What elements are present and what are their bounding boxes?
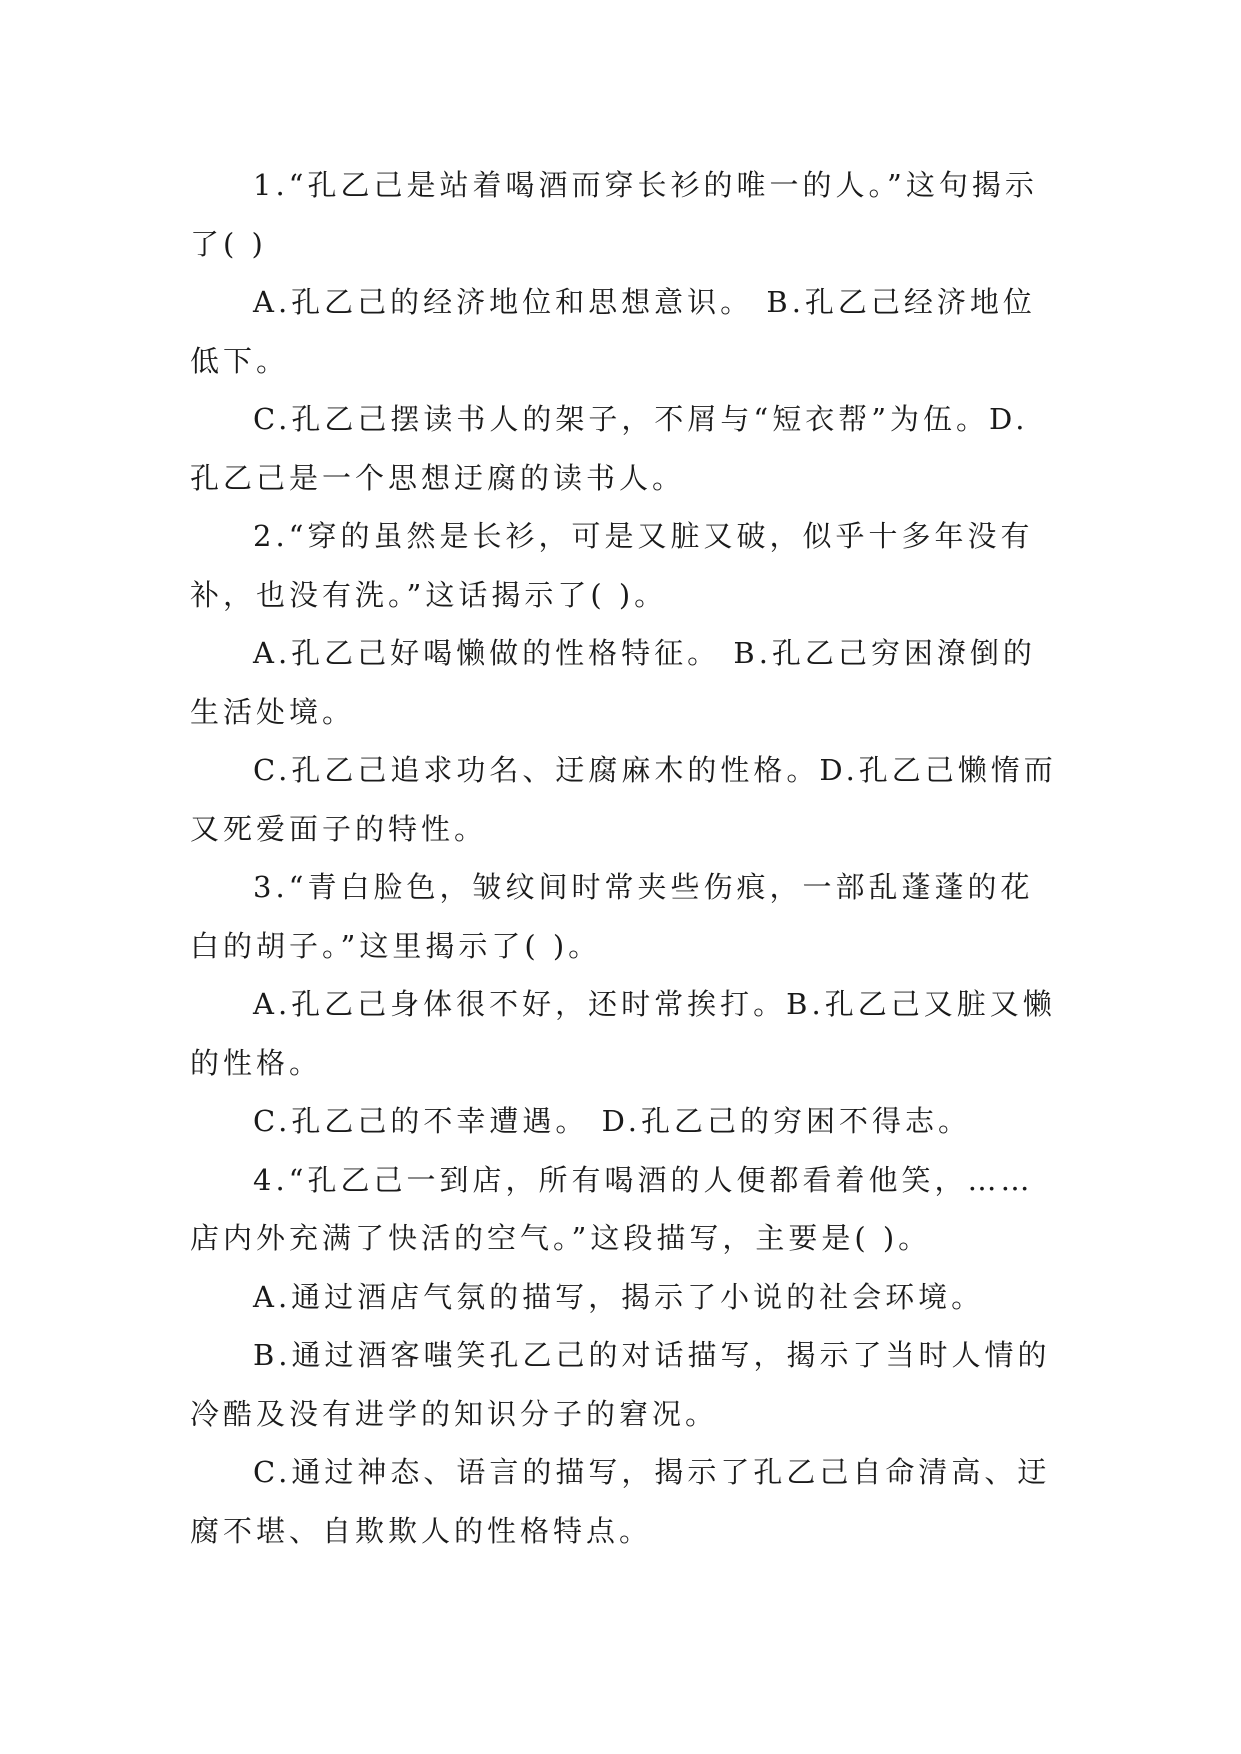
- question-1-options-cd: C.孔乙己摆读书人的架子，不屑与“短衣帮”为伍。D.孔乙己是一个思想迂腐的读书人。: [190, 402, 1029, 495]
- question-4-option-a: A.通过酒店气氛的描写，揭示了小说的社会环境。: [253, 1279, 985, 1314]
- question-2-options-ab: A.孔乙己好喝懒做的性格特征。 B.孔乙己穷困潦倒的生活处境。: [190, 636, 1036, 729]
- question-4-stem: 4.“孔乙己一到店，所有喝酒的人便都看着他笑，……店内外充满了快活的空气。”这段描写，主要是( )。: [190, 1162, 1034, 1255]
- question-2-stem: 2.“穿的虽然是长衫，可是又脏又破，似乎十多年没有补，也没有洗。”这话揭示了( )。: [190, 519, 1034, 612]
- question-2-options-cd: C.孔乙己追求功名、迂腐麻木的性格。D.孔乙己懒惰而又死爱面子的特性。: [190, 753, 1057, 846]
- question-3-options-ab: A.孔乙己身体很不好，还时常挨打。B.孔乙己又脏又懒的性格。: [190, 987, 1056, 1080]
- question-1-stem: 1.“孔乙己是站着喝酒而穿长衫的唯一的人。”这句揭示了( ): [190, 168, 1038, 261]
- question-3-options-cd: C.孔乙己的不幸遭遇。 D.孔乙己的穷困不得志。: [253, 1104, 972, 1138]
- question-4-option-b: B.通过酒客嗤笑孔乙己的对话描写，揭示了当时人情的冷酷及没有进学的知识分子的窘况。: [190, 1338, 1051, 1431]
- question-3-stem: 3.“青白脸色，皱纹间时常夹些伤痕，一部乱蓬蓬的花白的胡子。”这里揭示了( )。: [190, 870, 1034, 963]
- question-1-options-ab: A.孔乙己的经济地位和思想意识。 B.孔乙己经济地位低下。: [190, 285, 1036, 378]
- document-body: [190, 156, 1060, 1560]
- question-4-option-c: C.通过神态、语言的描写，揭示了孔乙己自命清高、迂腐不堪、自欺欺人的性格特点。: [190, 1455, 1051, 1548]
